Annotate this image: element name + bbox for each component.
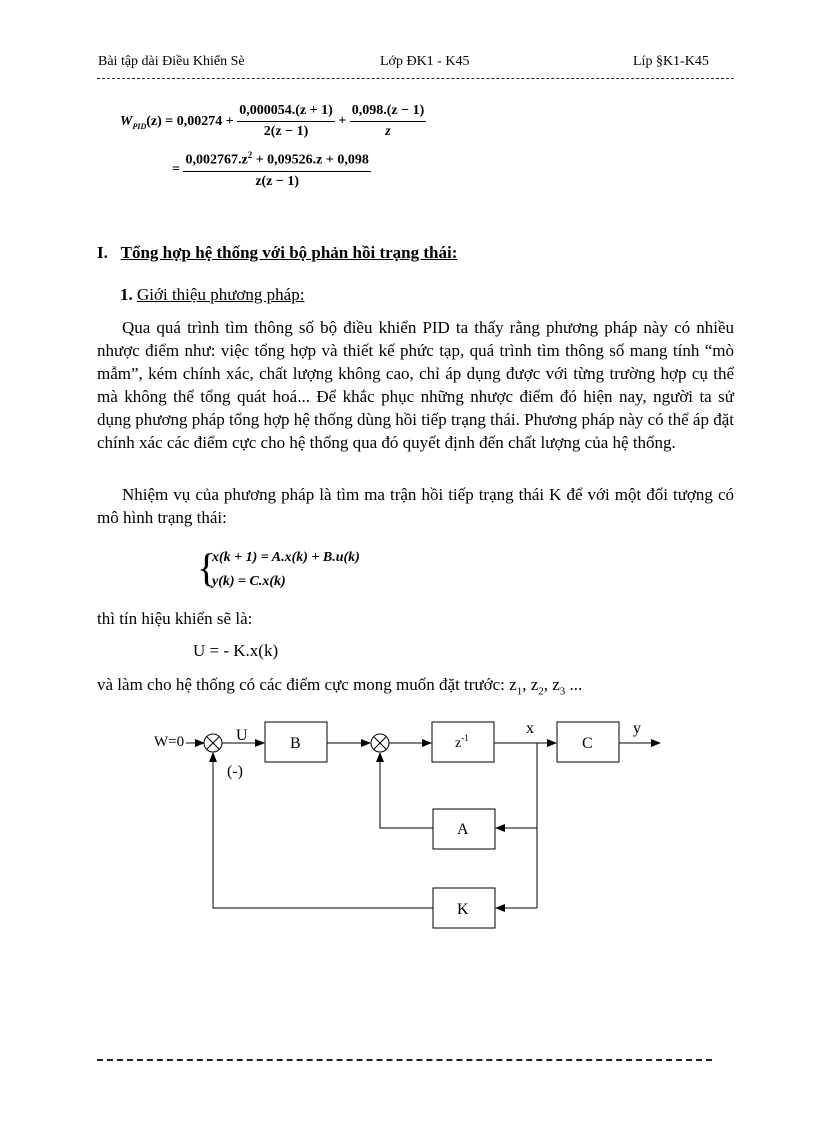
pid-formula-line1: $W_{PID}(z) = 0,00274$ + $\frac{0,000054.(z + 1)}{2(z - 1)}$ + $\frac{0,098.(z - 1)}{z}$ [120, 103, 425, 139]
block-k-label: K [457, 901, 469, 918]
header-right: Líp §K1-K45 [633, 54, 709, 69]
k-feedback-arrow [213, 753, 433, 908]
pid-formula-line2: = $\frac{0,002767.z^2 + 0,09526.z + 0,098}{z(z - 1)}$ [172, 150, 369, 189]
header-center: Lớp ĐK1 - K45 [380, 54, 470, 69]
pid-fraction-1: $\frac{0,000054.(z + 1)}{2(z - 1)}$ [239, 103, 333, 139]
header-left: Bài tập dài Điều Khiển Sè [98, 54, 245, 69]
control-law: U = - K.x(k) [193, 641, 279, 660]
block-b-label: B [290, 735, 301, 752]
u-label: U [236, 727, 248, 744]
summing-junction-2 [371, 734, 389, 752]
subsection-heading: 1. Giới thiệu phương pháp: [120, 285, 305, 304]
state-equation-2: y(k) = C.x(k) [212, 574, 286, 589]
summing-junction-1 [204, 734, 222, 752]
pid-lhs: $W_{PID}(z) = 0,00274$ + [120, 113, 234, 131]
control-signal-text: thì tín hiệu khiển sẽ là: [97, 609, 253, 628]
section-heading: I. Tổng hợp hệ thống với bộ phản hồi trạng thái: [97, 243, 458, 262]
desired-poles-text: và làm cho hệ thống có các điểm cực mong muốn đặt trước: $z_1$, $z_2$, $z_3$ ... [97, 675, 583, 698]
pid-fraction-3: $\frac{0,002767.z^2 + 0,09526.z + 0,098}{z(z - 1)}$ [185, 150, 369, 189]
block-c-label: C [582, 735, 593, 752]
block-delay-label: $z^{-1}$ [455, 733, 469, 751]
state-model-brace: { [197, 545, 217, 590]
paragraph-2: Nhiệm vụ của phương pháp là tìm ma trận hồi tiếp trạng thái K để với một đối tượng có mô hình trạng thái: [97, 485, 734, 527]
footer-divider [97, 1059, 712, 1061]
pid-fraction-2: $\frac{0,098.(z - 1)}{z}$ [351, 103, 425, 139]
state-equation-1: x(k + 1) = A.x(k) + B.u(k) [212, 550, 360, 565]
paragraph-1: Qua quá trình tìm thông số bộ điều khiển PID ta thấy rằng phương pháp này có nhiều nhược điểm như: việc tổng hợp và thiết kế phức tạp, quá trình tìm thông số mang tính “mò mẫm”, kém chính xác, chất lượng không cao, chỉ áp dụng được với từng trường hợp cụ thể mà không thể tổng quát hoá... Để khắc phục những nhược điểm đó hiện nay, người ta sử dụng phương pháp tổng hợp hệ thống dùng hồi tiếp trạng thái. Phương pháp này có thể áp đặt chính xác các điểm cực cho hệ thống qua đó quyết định đến chất lượng của hệ thống. [97, 318, 734, 452]
a-feedback-arrow [380, 753, 433, 828]
input-label: W=0 [154, 734, 185, 750]
block-a-label: A [457, 821, 469, 838]
x-label: x [526, 720, 534, 737]
y-label: y [633, 720, 641, 737]
minus-label: (-) [227, 763, 243, 780]
